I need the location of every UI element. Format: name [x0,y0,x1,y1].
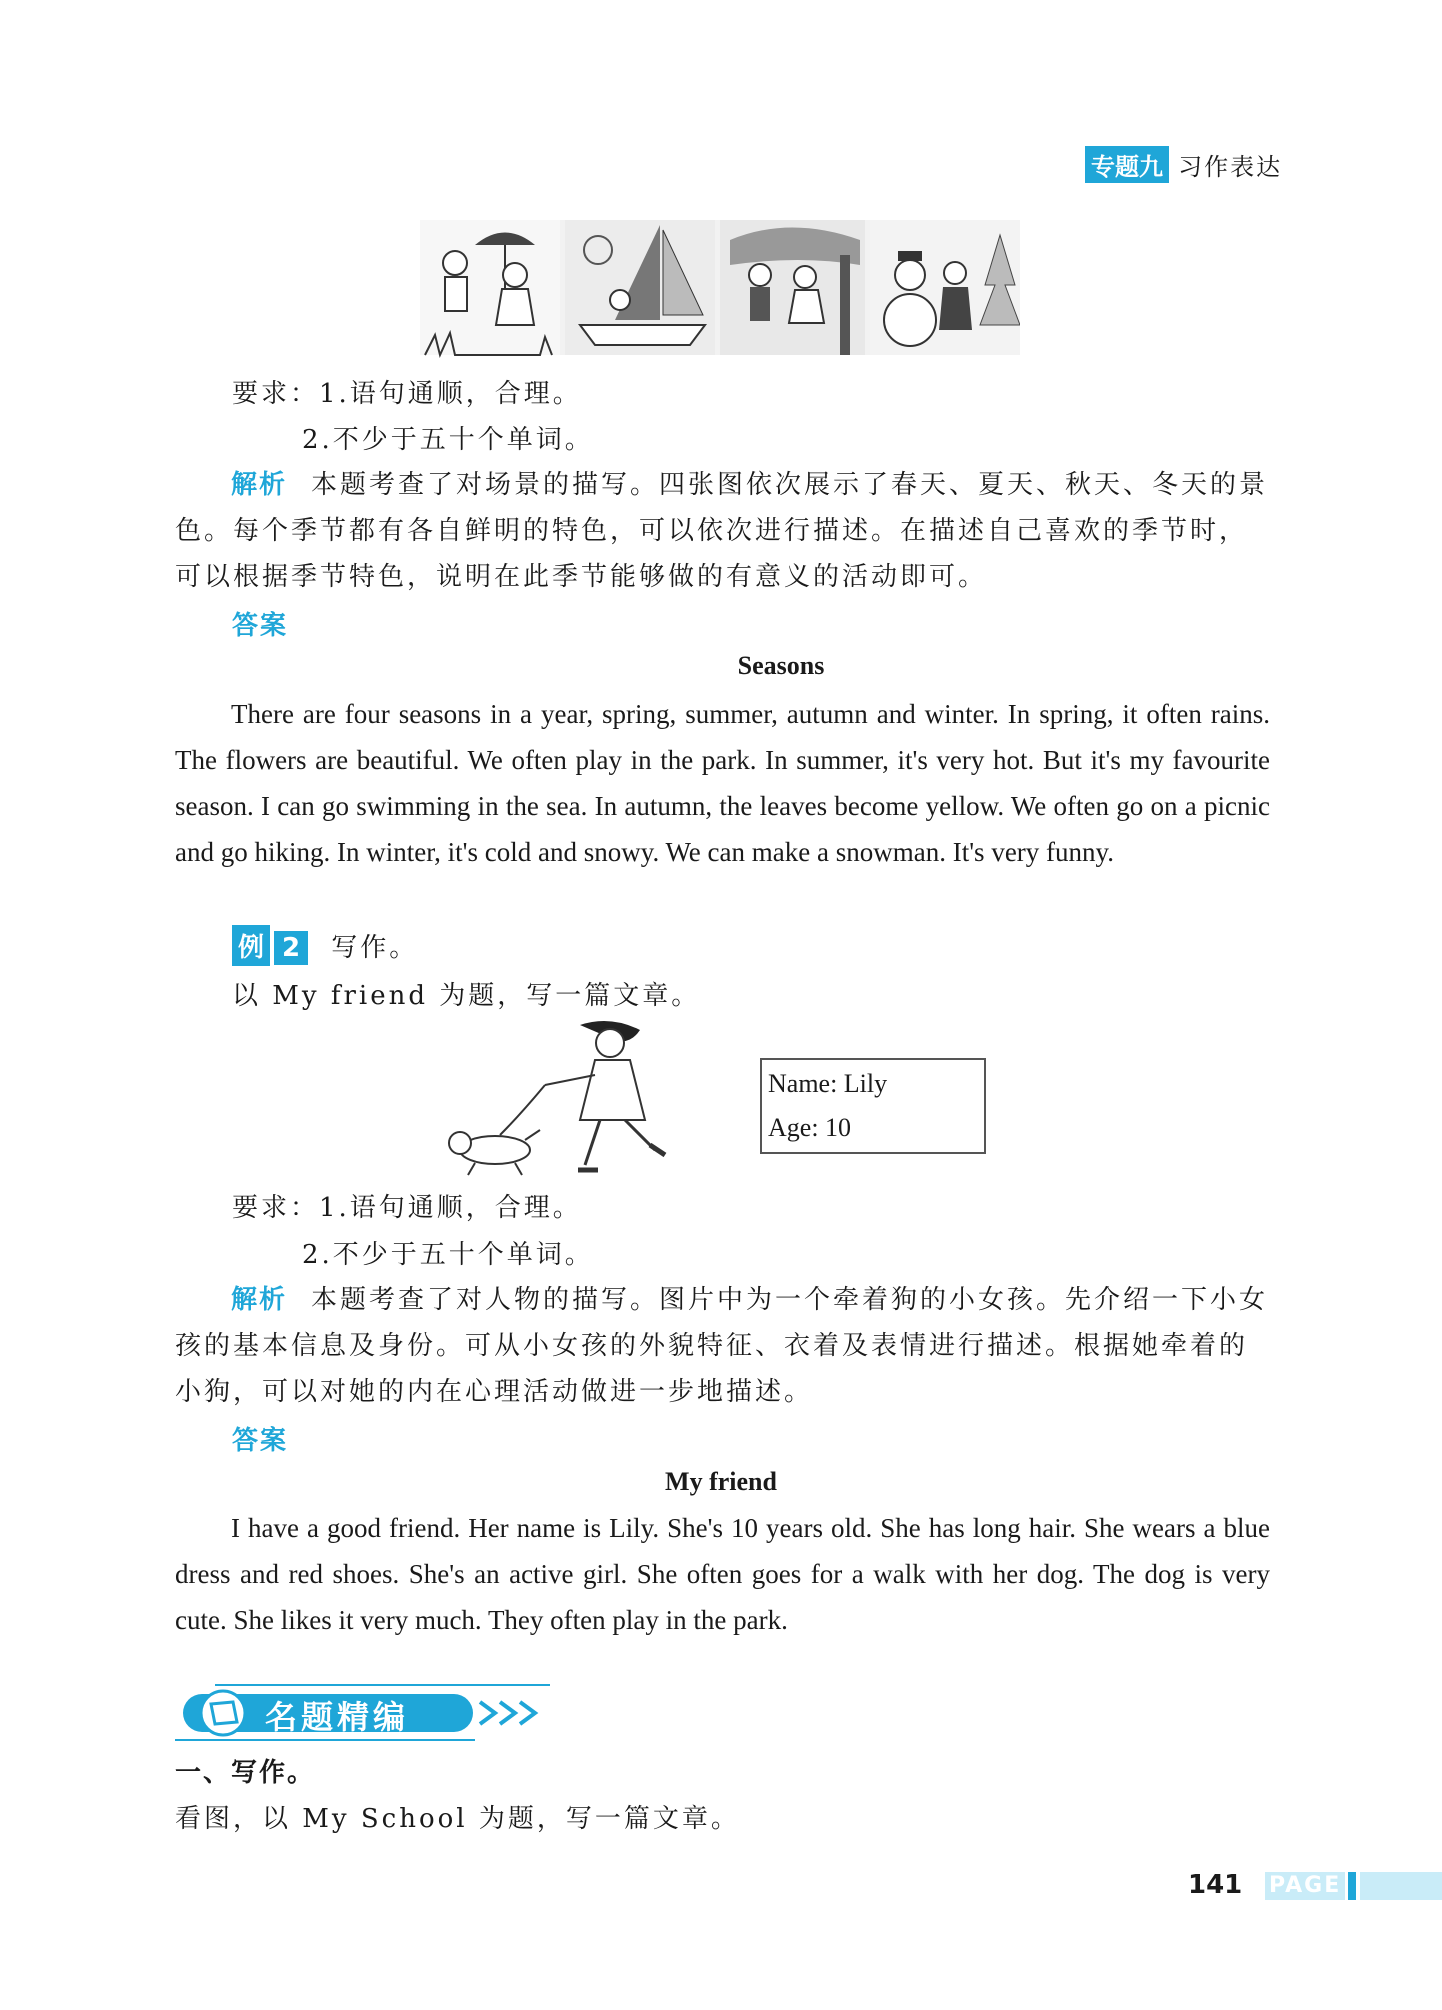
section-banner [175,1682,555,1742]
ex1-analysis-text: 本题考查了对场景的描写。四张图依次展示了春天、夏天、秋天、冬天的景色。每个季节都有各自鲜明的特色，可以依次进行描述。在描述自己喜欢的季节时，可以根据季节特色，说明在此季节能够做的有意义的活动即可。 [175,470,1269,592]
autumn-scene [720,220,865,355]
ex2-analysis [175,1277,1270,1415]
ex1-req2: 2.不少于五十个单词。 [302,425,594,455]
ex2-answer-label: 答案 [232,1426,289,1456]
ex2-label-li: 例 [232,925,270,966]
ex2-req2: 2.不少于五十个单词。 [302,1240,594,1270]
spring-scene [420,220,560,355]
ex1-req1: 要求：1.语句通顺，合理。 [232,379,582,409]
girl-with-dog-illustration [440,1015,680,1180]
page-word-bar [1265,1872,1345,1900]
info-age: Age: 10 [768,1113,852,1142]
chapter-title: 习作表达 [1178,153,1283,181]
ex1-essay-title: Seasons [737,651,825,680]
ex2-label-num: 2 [274,931,308,965]
winter-scene [870,220,1020,355]
ex1-answer-label: 答案 [232,611,289,641]
ex2-analysis-label: 解析 [231,1285,288,1315]
ex1-essay: There are four seasons in a year, spring, summer, autumn and winter. In spring, it often rains. The flowers are beautiful. We often play in the park. In summer, it's very hot. But it's my favourite season. I can go swimming in the sea. In autumn, the leaves become yellow. We often go on a picnic and go hiking. In winter, it's cold and snowy. We can make a snowman. It's very funny. [175,699,1270,867]
ex2-essay: I have a good friend. Her name is Lily. She's 10 years old. She has long hair. She wears a blue dress and red shoes. She's an active girl. She often goes for a walk with her dog. The dog is very cute. She likes it very much. They often play in the park. [175,1513,1270,1635]
ex2-label-text: 写作。 [331,933,419,963]
chapter-tag: 专题九 [1085,146,1169,183]
ex2-prompt: 以 My friend 为题，写一篇文章。 [232,981,701,1011]
page-number: 141 [1188,1870,1243,1900]
summer-scene [565,220,715,355]
ex2-analysis-text: 本题考查了对人物的描写。图片中为一个牵着狗的小女孩。先介绍一下小女孩的基本信息及身份。可从小女孩的外貌特征、衣着及表情进行描述。根据她牵着的小狗，可以对她的内在心理活动做进一步地描述。 [175,1285,1269,1407]
ex2-essay-title: My friend [665,1467,777,1496]
q1-prompt: 看图，以 My School 为题，写一篇文章。 [175,1804,740,1834]
ex1-analysis [175,462,1270,600]
chapter-header [1085,146,1282,183]
q1-title: 一、写作。 [175,1758,316,1788]
ex2-req1: 要求：1.语句通顺，合理。 [232,1193,582,1223]
info-name: Name: Lily [768,1069,888,1098]
section-banner-text: 名题精编 [265,1698,410,1736]
page-word: PAGE [1269,1873,1342,1898]
ex2-label [232,925,418,966]
seasons-illustration [420,215,1020,360]
footer-bar [1360,1872,1442,1900]
footer-accent [1348,1872,1356,1900]
ex1-analysis-label: 解析 [231,470,288,500]
info-box [760,1058,986,1154]
